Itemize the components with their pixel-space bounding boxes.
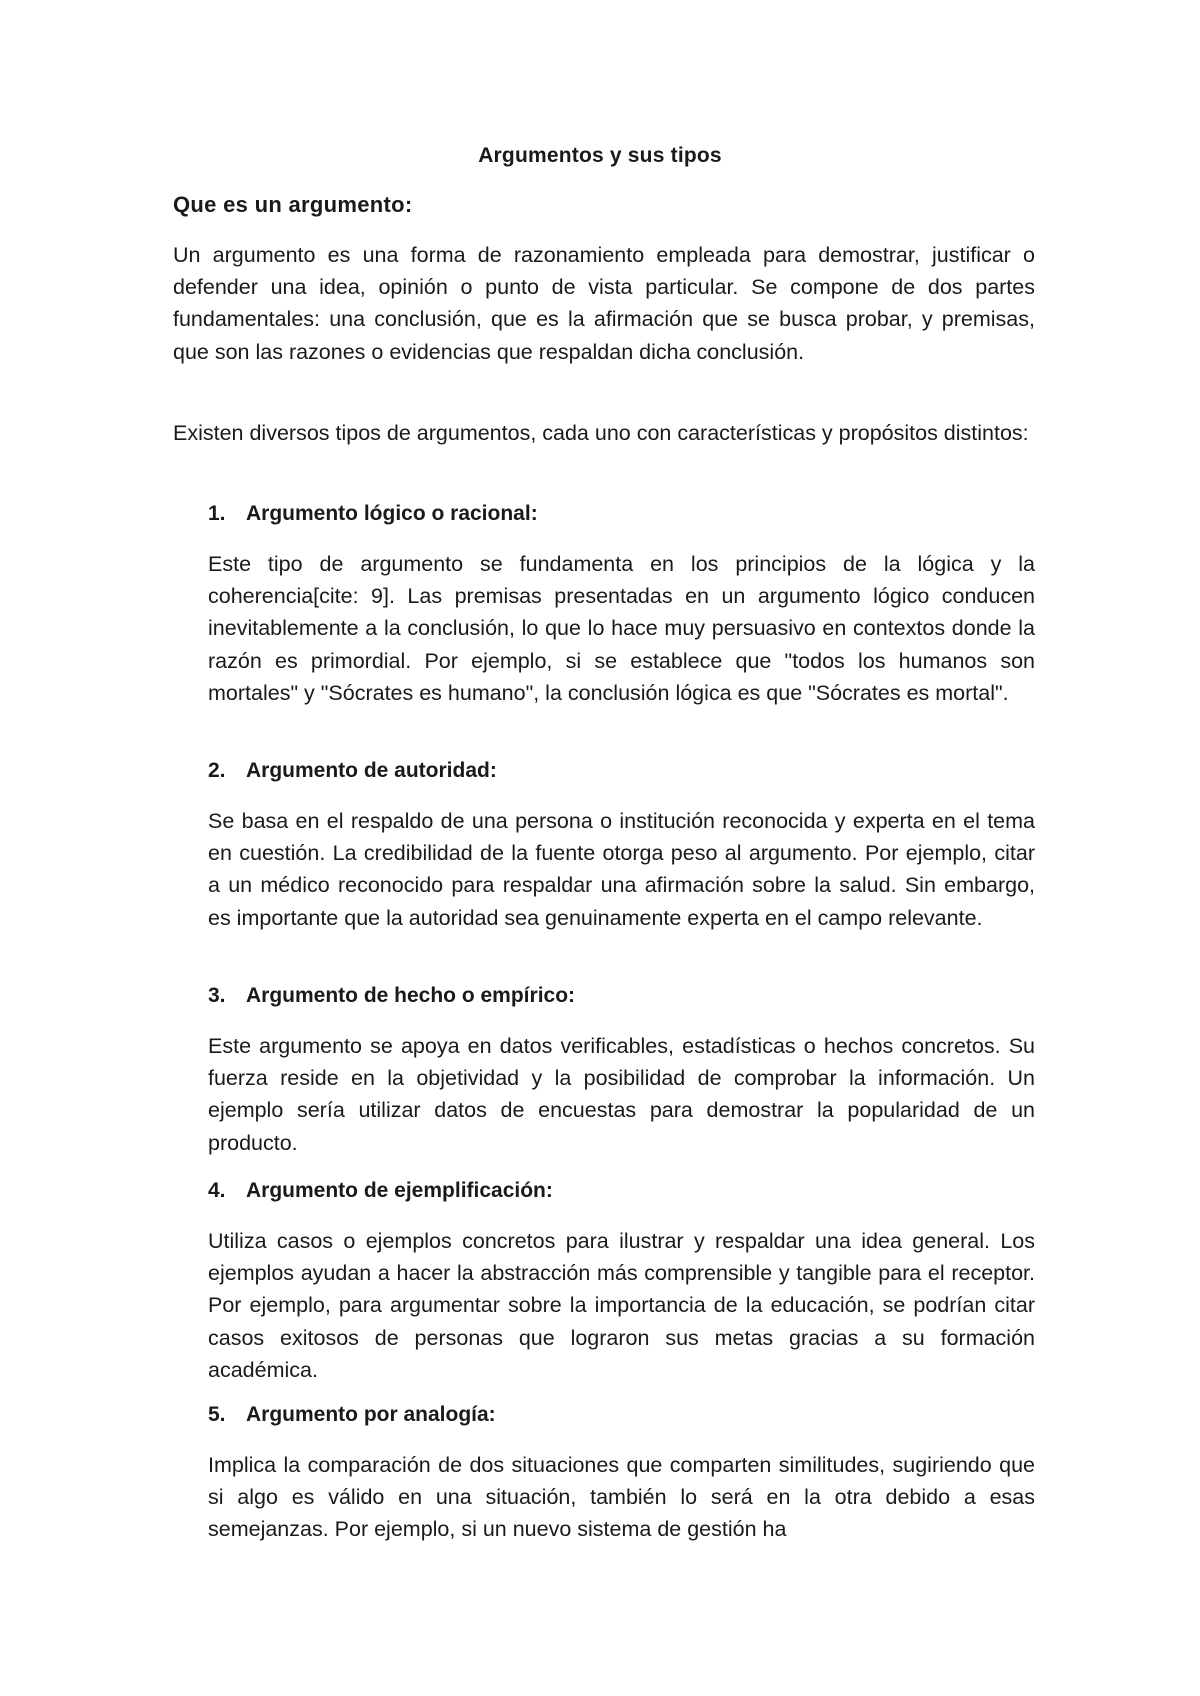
list-item-number: 4. [208,1179,226,1202]
list-item-title: Argumento de hecho o empírico: [246,984,576,1007]
list-item-body: Utiliza casos o ejemplos concretos para ilustrar y respaldar una idea general. Los ejemplos ayudan a hacer la abstracción más comprensible y tangible para el receptor. Por ejemplo, para argumentar sobre la importancia de la educación, se podrían citar casos exitosos de personas que lograron sus metas gracias a su formación académica. [208,1229,1035,1382]
list-item-heading [208,1403,496,1427]
list-item-heading [208,1179,553,1203]
list-item-body: Este argumento se apoya en datos verificables, estadísticas o hechos concretos. Su fuerza reside en la objetividad y la posibilidad de comprobar la información. Un ejemplo sería utilizar datos de encuestas para demostrar la popularidad de un producto. [208,1034,1035,1155]
list-item-heading [208,984,575,1008]
list-item-heading [208,502,538,526]
section-heading: Que es un argumento: [173,192,413,217]
list-item-number: 5. [208,1403,226,1426]
list-item-body: Implica la comparación de dos situaciones que comparten similitudes, sugiriendo que si algo es válido en una situación, también lo será en la otra debido a esas semejanzas. Por ejemplo, si un nuevo sistema de gestión ha [208,1453,1035,1542]
intro-paragraph: Un argumento es una forma de razonamiento empleada para demostrar, justificar o defender una idea, opinión o punto de vista particular. Se compone de dos partes fundamentales: una conclusión, que es la afirmación que se busca probar, y premisas, que son las razones o evidencias que respaldan dicha conclusión. [173,243,1035,364]
list-item-title: Argumento por analogía: [246,1403,496,1426]
list-item-number: 1. [208,502,226,525]
list-item-number: 3. [208,984,226,1007]
document-title: Argumentos y sus tipos [478,144,722,167]
list-item-body: Este tipo de argumento se fundamenta en los principios de la lógica y la coherencia[cite: 9]. Las premisas presentadas en un argumento lógico conducen inevitablemente a la conclusión, lo que lo hace muy persuasivo en contextos donde la razón es primordial. Por ejemplo, si se establece que "todos los humanos son mortales" y "Sócrates es humano", la conclusión lógica es que "Sócrates es mortal". [208,552,1035,705]
list-item-body: Se basa en el respaldo de una persona o institución reconocida y experta en el tema en cuestión. La credibilidad de la fuente otorga peso al argumento. Por ejemplo, citar a un médico reconocido para respaldar una afirmación sobre la salud. Sin embargo, es importante que la autoridad sea genuinamente experta en el campo relevante. [208,809,1035,930]
list-item-title: Argumento de ejemplificación: [246,1179,553,1202]
list-item-number: 2. [208,759,226,782]
intro-paragraph: Existen diversos tipos de argumentos, cada uno con características y propósitos distintos: [173,421,1029,445]
list-item-title: Argumento de autoridad: [246,759,497,782]
list-item-heading [208,759,497,783]
list-item-title: Argumento lógico o racional: [246,502,538,525]
